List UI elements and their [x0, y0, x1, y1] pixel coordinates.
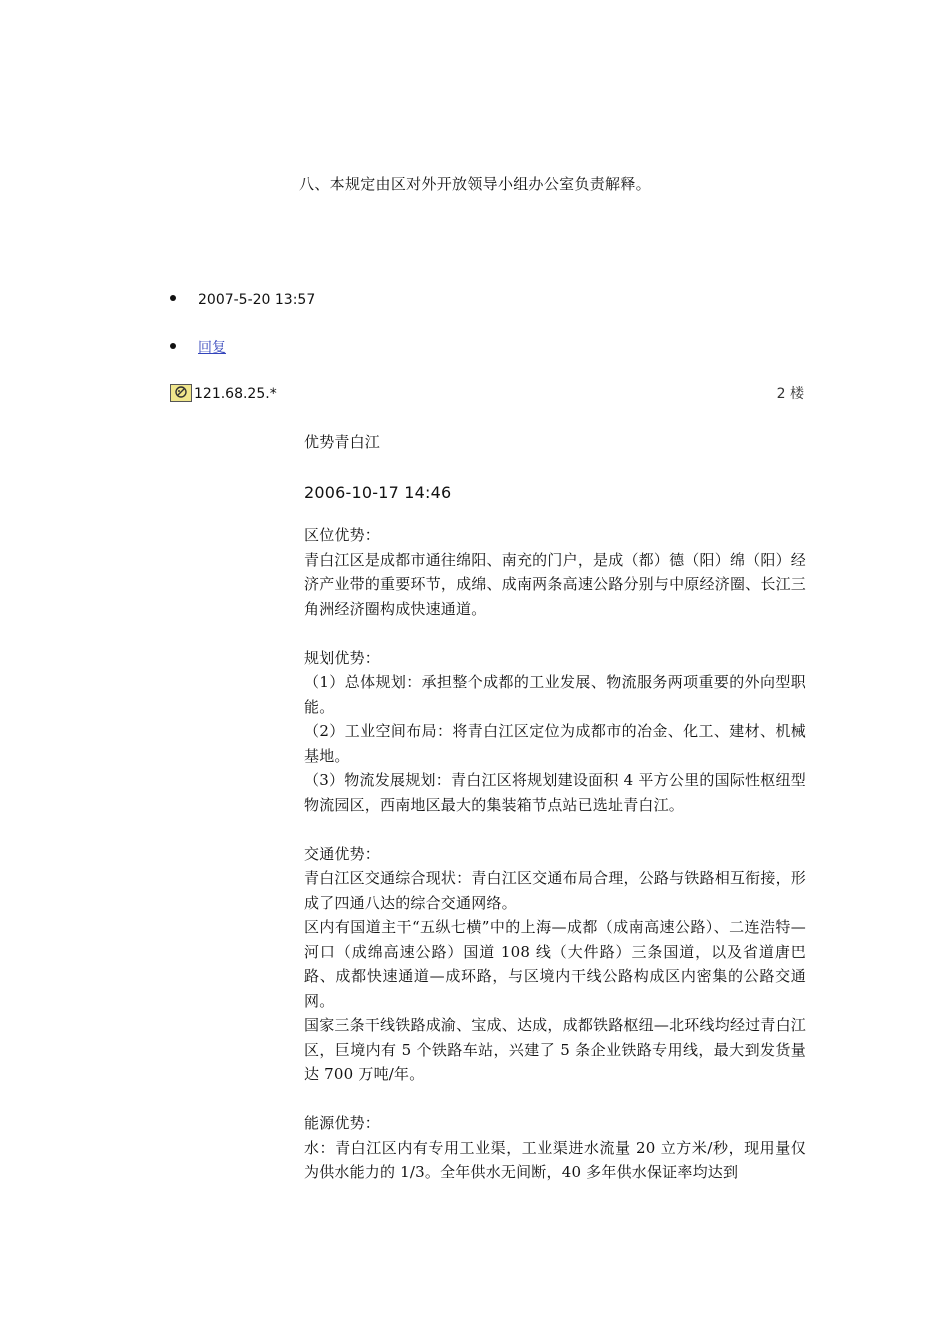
section-planning [304, 646, 806, 818]
poster-row [170, 384, 804, 404]
post-body [304, 430, 806, 1185]
section-transport [304, 842, 806, 1087]
post-time: 2007-5-20 13:57 [198, 292, 316, 308]
post-date: 2006-10-17 14:46 [304, 482, 452, 502]
paragraph: 国家三条干线铁路成渝、宝成、达成，成都铁路枢纽—北环线均经过青白江区，巨境内有 5 个铁路车站，兴建了 5 条企业铁路专用线，最大到发货量达 700 万吨/年。 [304, 1016, 806, 1083]
section-heading: 能源优势： [304, 1114, 381, 1132]
bullet-icon [170, 343, 176, 349]
bullet-icon [170, 295, 176, 301]
floor-number: 2 楼 [776, 386, 804, 402]
reply-item [170, 338, 226, 358]
post-time-item [170, 290, 315, 310]
paragraph: 水：青白江区内有专用工业渠，工业渠进水流量 20 立方米/秒，现用量仅为供水能力的 1/3。全年供水无间断，40 多年供水保证率均达到 [304, 1138, 806, 1181]
poster-ip: 121.68.25.* [194, 386, 277, 402]
paragraph: （1）总体规划：承担整个成都的工业发展、物流服务两项重要的外向型职能。 [304, 673, 806, 716]
paragraph: 青白江区交通综合现状：青白江区交通布局合理，公路与铁路相互衔接，形成了四通八达的综合交通网络。 [304, 869, 806, 912]
clause-text: 八、本规定由区对外开放领导小组办公室负责解释。 [299, 175, 651, 193]
section-heading: 区位优势： [304, 526, 381, 544]
paragraph: （3）物流发展规划：青白江区将规划建设面积 4 平方公里的国际性枢纽型物流园区，西南地区最大的集装箱节点站已选址青白江。 [304, 771, 806, 814]
section-energy [304, 1111, 806, 1185]
post-title: 优势青白江 [304, 433, 381, 451]
paragraph: 青白江区是成都市通往绵阳、南充的门户，是成（都）德（阳）绵（阳）经济产业带的重要环节，成绵、成南两条高速公路分别与中原经济圈、长江三角洲经济圈构成快速通道。 [304, 550, 806, 618]
paragraph: （2）工业空间布局：将青白江区定位为成都市的冶金、化工、建材、机械基地。 [304, 722, 806, 765]
section-location [304, 523, 806, 621]
user-avatar-icon [170, 384, 192, 402]
section-heading: 规划优势： [304, 648, 381, 667]
paragraph: 区内有国道主干“五纵七横”中的上海—成都（成南高速公路）、二连浩特—河口（成绵高速公路）国道 108 线（大件路）三条国道，以及省道唐巴路、成都快速通道—成环路，与区境内干线公路构成区内密集的公路交通网。 [304, 918, 806, 1010]
section-heading: 交通优势： [304, 844, 381, 863]
reply-link[interactable]: 回复 [198, 340, 226, 356]
